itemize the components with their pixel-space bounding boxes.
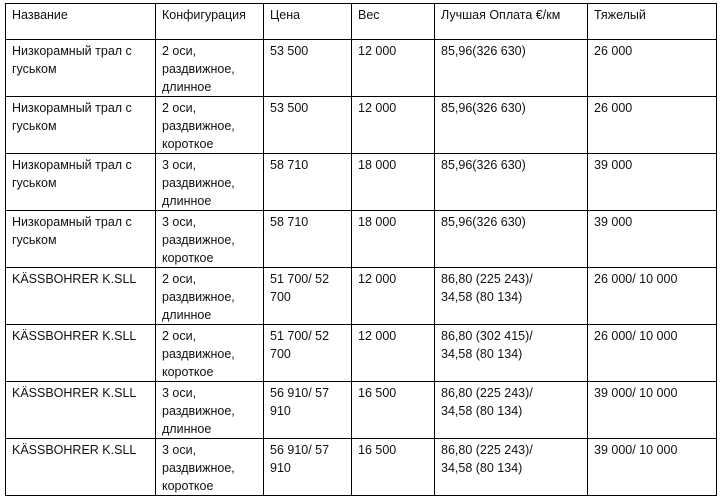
cell-configuration: 3 оси, раздвижное, короткое	[156, 439, 264, 496]
cell-name: Низкорамный трал с гуськом	[6, 211, 156, 268]
header-weight: Вес	[352, 4, 435, 40]
header-best-payment: Лучшая Оплата €/км	[435, 4, 588, 40]
cell-name: Низкорамный трал с гуськом	[6, 97, 156, 154]
cell-configuration: 2 оси, раздвижное, короткое	[156, 325, 264, 382]
cell-heavy: 39 000/ 10 000	[588, 382, 717, 439]
cell-name: KÄSSBOHRER K.SLL	[6, 268, 156, 325]
cell-heavy: 26 000/ 10 000	[588, 268, 717, 325]
cell-heavy: 39 000	[588, 154, 717, 211]
header-name: Название	[6, 4, 156, 40]
cell-configuration: 2 оси, раздвижное, длинное	[156, 268, 264, 325]
cell-name: KÄSSBOHRER K.SLL	[6, 439, 156, 496]
cell-price: 56 910/ 57 910	[264, 439, 352, 496]
table-row	[6, 211, 717, 268]
cell-price: 58 710	[264, 154, 352, 211]
cell-price: 58 710	[264, 211, 352, 268]
trailer-table	[5, 3, 717, 496]
table-row	[6, 97, 717, 154]
table-row	[6, 154, 717, 211]
cell-configuration: 3 оси, раздвижное, длинное	[156, 154, 264, 211]
cell-configuration: 2 оси, раздвижное, короткое	[156, 97, 264, 154]
cell-best-payment: 86,80 (225 243)/ 34,58 (80 134)	[435, 382, 588, 439]
cell-configuration: 3 оси, раздвижное, длинное	[156, 382, 264, 439]
cell-best-payment: 86,80 (225 243)/ 34,58 (80 134)	[435, 439, 588, 496]
cell-name: Низкорамный трал с гуськом	[6, 154, 156, 211]
cell-configuration: 2 оси, раздвижное, длинное	[156, 40, 264, 97]
table-row	[6, 268, 717, 325]
cell-price: 56 910/ 57 910	[264, 382, 352, 439]
cell-heavy: 39 000	[588, 211, 717, 268]
cell-best-payment: 85,96(326 630)	[435, 211, 588, 268]
header-heavy: Тяжелый	[588, 4, 717, 40]
cell-weight: 12 000	[352, 40, 435, 97]
header-configuration: Конфигурация	[156, 4, 264, 40]
cell-best-payment: 85,96(326 630)	[435, 40, 588, 97]
cell-name: KÄSSBOHRER K.SLL	[6, 325, 156, 382]
cell-price: 51 700/ 52 700	[264, 325, 352, 382]
table-row	[6, 382, 717, 439]
cell-best-payment: 85,96(326 630)	[435, 154, 588, 211]
cell-heavy: 26 000/ 10 000	[588, 325, 717, 382]
cell-heavy: 26 000	[588, 97, 717, 154]
cell-weight: 18 000	[352, 211, 435, 268]
cell-weight: 12 000	[352, 268, 435, 325]
header-price: Цена	[264, 4, 352, 40]
cell-price: 53 500	[264, 97, 352, 154]
cell-heavy: 26 000	[588, 40, 717, 97]
cell-best-payment: 86,80 (302 415)/ 34,58 (80 134)	[435, 325, 588, 382]
cell-price: 51 700/ 52 700	[264, 268, 352, 325]
table-row	[6, 439, 717, 496]
cell-weight: 16 500	[352, 439, 435, 496]
table-row	[6, 325, 717, 382]
cell-name: Низкорамный трал с гуськом	[6, 40, 156, 97]
cell-weight: 18 000	[352, 154, 435, 211]
cell-weight: 16 500	[352, 382, 435, 439]
cell-price: 53 500	[264, 40, 352, 97]
table-row	[6, 40, 717, 97]
table-header-row	[6, 4, 717, 40]
cell-heavy: 39 000/ 10 000	[588, 439, 717, 496]
cell-weight: 12 000	[352, 97, 435, 154]
cell-configuration: 3 оси, раздвижное, короткое	[156, 211, 264, 268]
cell-best-payment: 86,80 (225 243)/ 34,58 (80 134)	[435, 268, 588, 325]
cell-weight: 12 000	[352, 325, 435, 382]
cell-name: KÄSSBOHRER K.SLL	[6, 382, 156, 439]
cell-best-payment: 85,96(326 630)	[435, 97, 588, 154]
